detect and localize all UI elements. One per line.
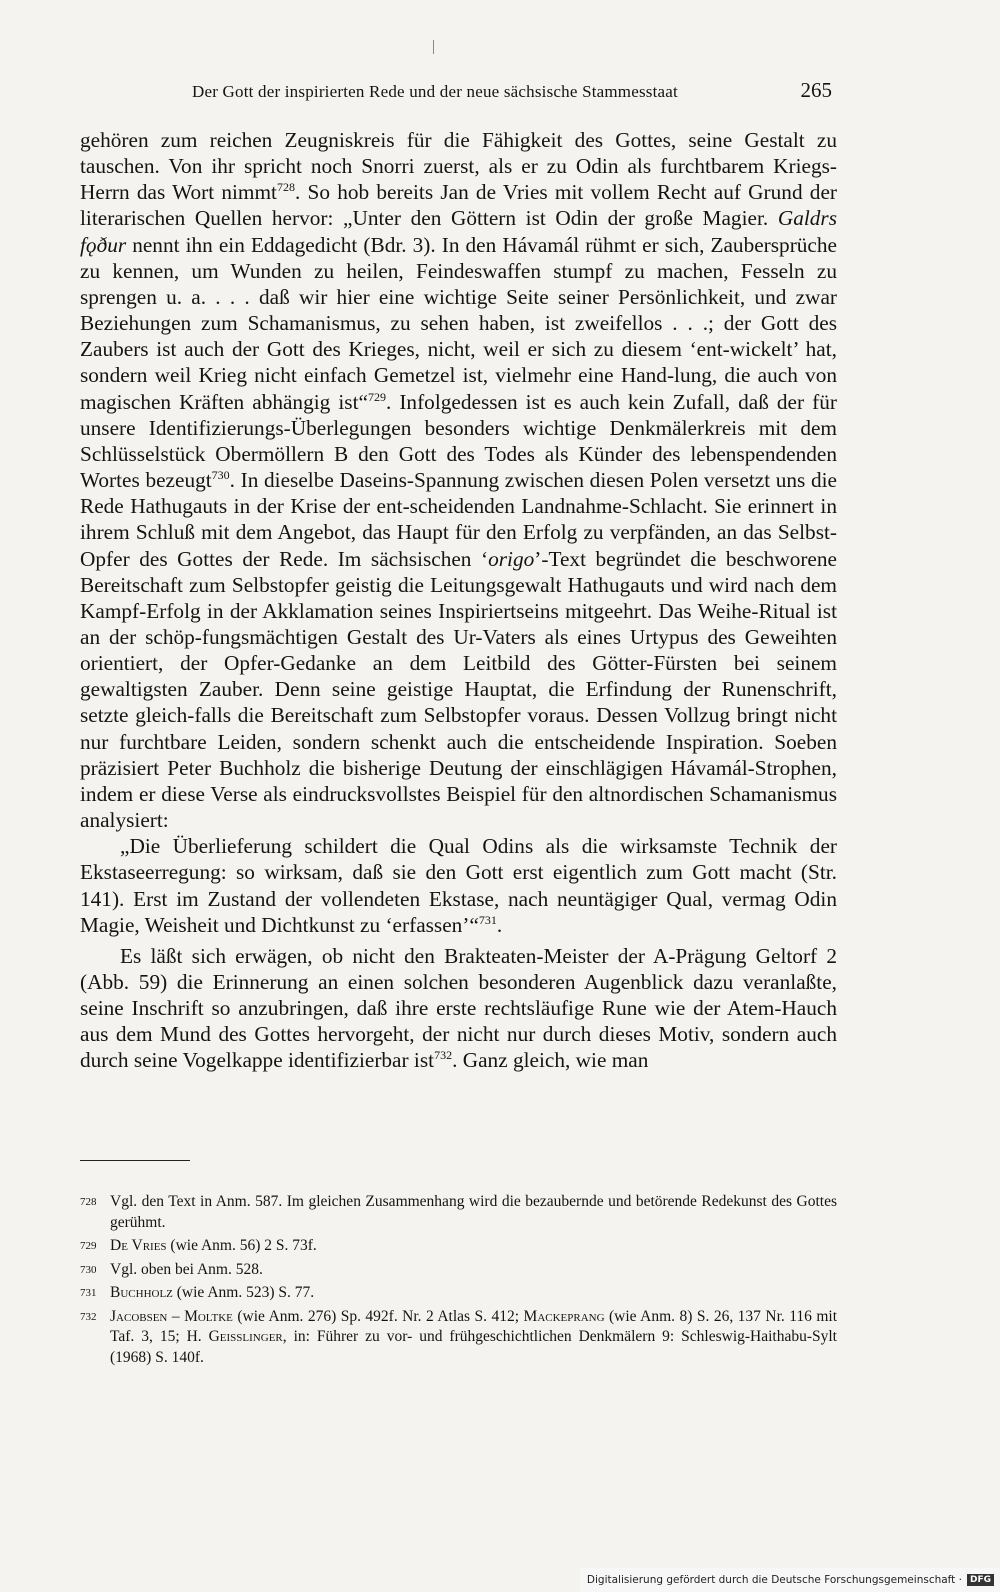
author-name: Jacobsen [110,1307,168,1325]
footnote-number: 731 [80,1287,97,1299]
text-run: (wie Anm. 8) S. 26, 137 Nr. 116 mit Taf. 3, 15; H. [110,1307,838,1345]
author-name: Moltke [184,1307,233,1325]
text-run: nennt ihn ein Eddagedicht (Bdr. 3). In den Hávamál rühmt er sich, Zaubersprüche zu kennen, um Wunden zu heilen, Feindeswaffen stumpf zu machen, Fesseln zu sprengen u. a. . . . daß wir hier eine wichtige Seite seiner Persönlichkeit, und zwar Beziehungen zum Schamanismus, zu sehen haben, ist zweifellos . . .; der Gott des Zaubers ist auch der Gott des Krieges, nicht, weil er sich zu diesem ‘ent-wickelt’ hat, sondern weil Krieg nicht einfach Gemetzel ist, vielmehr eine Hand-lung, die auch von magischen Kräften abhängig ist“ [80,232,837,414]
credit-text: Digitalisierung gefördert durch die Deutsche Forschungsgemeinschaft · [586,1574,962,1586]
author-name: De Vries [110,1237,167,1254]
footnote-ref: 730 [211,467,230,482]
footnote [80,1236,837,1257]
footnote-text [110,1283,837,1304]
footnote-ref: 728 [276,180,295,195]
text-run: (wie Anm. 523) S. 77. [172,1284,315,1301]
footnotes [80,1192,837,1371]
footnote-number: 730 [80,1263,97,1276]
text-run: (wie Anm. 276) Sp. 492f. Nr. 2 Atlas S. 412; [232,1307,524,1325]
author-name: Geisslinger [208,1328,283,1345]
paragraph [80,943,837,1074]
text-run: gehören zum reichen Zeugniskreis für die Fähigkeit des Gottes, seine Gestalt zu tauschen. Von ihr spricht noch Snorri zuerst, als er zu Odin als furchtbarem Kriegs-Herrn das Wort nimmt [80,128,837,205]
footnote-rule [80,1160,190,1161]
text-run: Es läßt sich erwägen, ob nicht den Brakteaten-Meister der A-Prägung Geltorf 2 (Abb. 59) die Erinnerung an einen solchen besonderen Augenblick dazu veranlaßte, seine Inschrift so anzubringen, daß ihre erste rechtsläufige Rune wie der Atem-Hauch aus dem Mund des Gottes hervorgeht, der nicht nur durch dieses Motiv, sondern auch durch seine Vogelkappe identifizierbar ist [80,943,837,1073]
digitization-credit [580,1568,1000,1592]
author-name: Mackeprang [523,1307,605,1325]
footnote-text: Vgl. den Text in Anm. 587. Im gleichen Zusammenhang wird die bezaubernde und betörende Redekunst des Gottes gerühmt. [110,1193,837,1231]
footnote [80,1260,837,1281]
main-text [80,127,837,1074]
text-run: . In dieselbe Daseins-Spannung zwischen diesen Polen versetzt uns die Rede Hathugauts in der Krise der ent-scheidenden Landnahme-Schlacht. Sie erinnert in ihrem Schluß mit dem Angebot, das Haupt für den Erfolg zu verpfänden, an das Selbst-Opfer des Gottes der Rede. Im sächsischen ‘ [80,468,837,571]
italic-term: origo [488,546,535,571]
footnote-text [110,1307,837,1369]
footnote [80,1192,837,1233]
text-run: . So hob bereits Jan de Vries mit vollem Recht auf Grund der literarischen Quellen hervor: „Unter den Göttern ist Odin der große Magier. [80,180,837,231]
running-header [192,78,832,108]
text-run: „Die Überlieferung schildert die Qual Odins als die wirksamste Technik der Ekstaseerregung: so wirksam, daß sie den Gott erst eigentlich zum Gott macht (Str. 141). Erst im Zustand der vollendeten Ekstase, nach neuntägiger Qual, vermag Odin Magie, Weisheit und Dichtkunst zu ‘erfassen’“ [80,834,837,937]
running-title: Der Gott der inspirierten Rede und der neue sächsische Stammesstaat [192,82,678,101]
text-run: . [496,912,503,937]
footnote [80,1283,837,1304]
footnote-ref: 729 [367,389,386,404]
author-name: Buchholz [110,1284,173,1301]
footnote [80,1307,837,1369]
text-run: , in: Führer zu vor- und frühgeschichtlichen Denkmälern 9: Schleswig-Haithabu-Sylt (1968) S. 140f. [110,1328,837,1366]
scan-mark [433,40,434,54]
dfg-logo: DFG [967,1574,994,1586]
text-run: ’-Text begründet die beschworene Bereitschaft zum Selbstopfer geistig die Leitungsgewalt Hathugauts und wird nach dem Kampf-Erfolg in der Akklamation seines Inspiriertseins mitgeehrt. Das Weihe-Ritual ist an der schöp-fungsmächtigen Gestalt des Ur-Vaters als eines Urtypus des Geweihten orientiert, der Opfer-Gedanke an dem Leitbild des Götter-Fürsten bei seinem gewaltigsten Zauber. Denn seine geistige Hauptat, die Erfindung der Runenschrift, setzte gleich-falls die Bereitschaft zum Selbstopfer voraus. Dessen Vollzug bringt nicht nur furchtbare Leiden, sondern schenkt auch die entscheidende Inspiration. Soeben präzisiert Peter Buchholz die bisherige Deutung der einschlägigen Hávamál-Strophen, indem er diese Verse als eindrucksvollstes Beispiel für den altnordischen Schamanismus analysiert: [80,546,837,833]
page-number: 265 [800,78,832,102]
footnote-text [110,1236,837,1257]
footnote-ref: 732 [434,1048,453,1063]
quote-paragraph [80,833,837,938]
footnote-ref: 731 [478,912,497,927]
text-run: . Ganz gleich, wie man [452,1048,649,1073]
italic-term: Galdrs fǫður [80,206,837,257]
footnote-number: 732 [80,1310,97,1323]
text-run: . Infolgedessen ist es auch kein Zufall, daß der für unsere Identifizierungs-Überlegungen besonders wichtige Denkmälerkreis mit dem Schlüsselstück Obermöllern B den Gott des Todes als Künder des lebenspendenden Wortes bezeugt [80,389,837,493]
text-run: – [167,1307,185,1325]
paragraph [80,127,837,833]
footnote-number: 729 [80,1240,97,1252]
footnote-number: 728 [80,1196,97,1208]
footnote-text: Vgl. oben bei Anm. 528. [110,1260,263,1278]
text-run: (wie Anm. 56) 2 S. 73f. [166,1237,317,1254]
